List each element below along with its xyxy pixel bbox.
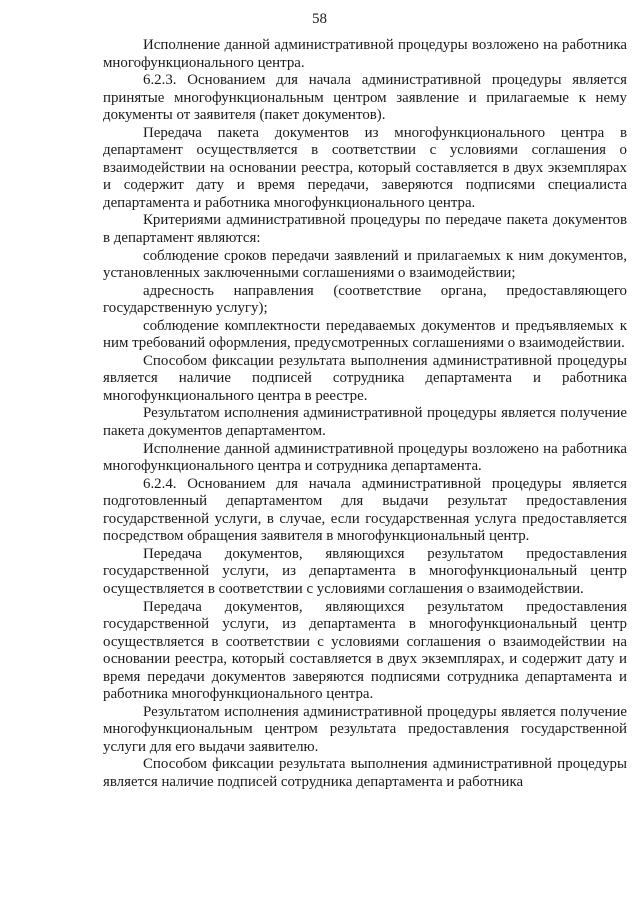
paragraph: Способом фиксации результата выполнения административной процедуры является наличие подписей сотрудника департамента и работника многофункционального центра в реестре. <box>103 352 627 404</box>
paragraph: Результатом исполнения административной процедуры является получение пакета документов департаментом. <box>103 405 627 440</box>
page-number: 58 <box>312 11 327 27</box>
list-item: соблюдение сроков передачи заявлений и прилагаемых к ним документов, установленных заключенными соглашениями о взаимодействии; <box>103 247 627 282</box>
paragraph: 6.2.4. Основанием для начала административной процедуры является подготовленный департаментом для выдачи результат предоставления государственной услуги, в случае, если государственная услуга предоставляется посредством обращения заявителя в многофункциональный центр. <box>103 475 627 545</box>
paragraph: Исполнение данной административной процедуры возложено на работника многофункционального центра и сотрудника департамента. <box>103 440 627 475</box>
document-body <box>103 37 627 792</box>
paragraph: Передача пакета документов из многофункционального центра в департамент осуществляется в соответствии с условиями соглашения о взаимодействии на основании реестра, который составляется в двух экземплярах и содержит дату и время передачи, заверяются подписями специалиста департамента и работника многофункционального центра. <box>103 124 627 211</box>
paragraph: Критериями административной процедуры по передаче пакета документов в департамент являются: <box>103 212 627 247</box>
paragraph: Передача документов, являющихся результатом предоставления государственной услуги, из департамента в многофункциональный центр осуществляется в соответствии с условиями соглашения о взаимодействии на основании реестра, который составляется в двух экземплярах, и содержит дату и время передачи документов заверяются подписями сотрудника департамента и работника многофункционального центра. <box>103 598 627 703</box>
list-item: соблюдение комплектности передаваемых документов и предъявляемых к ним требований оформления, предусмотренных соглашениями о взаимодействии. <box>103 317 627 352</box>
paragraph: 6.2.3. Основанием для начала административной процедуры является принятые многофункциональным центром заявление и прилагаемые к нему документы от заявителя (пакет документов). <box>103 72 627 124</box>
paragraph: Способом фиксации результата выполнения административной процедуры является наличие подписей сотрудника департамента и работника <box>103 756 627 790</box>
paragraph: Передача документов, являющихся результатом предоставления государственной услуги, из департамента в многофункциональный центр осуществляется в соответствии с условиями соглашения о взаимодействии. <box>103 545 627 597</box>
list-item: адресность направления (соответствие органа, предоставляющего государственную услугу); <box>103 282 627 317</box>
paragraph: Результатом исполнения административной процедуры является получение многофункциональным центром результата предоставления государственной услуги для его выдачи заявителю. <box>103 703 627 755</box>
paragraph: Исполнение данной административной процедуры возложено на работника многофункционального центра. <box>103 37 627 71</box>
